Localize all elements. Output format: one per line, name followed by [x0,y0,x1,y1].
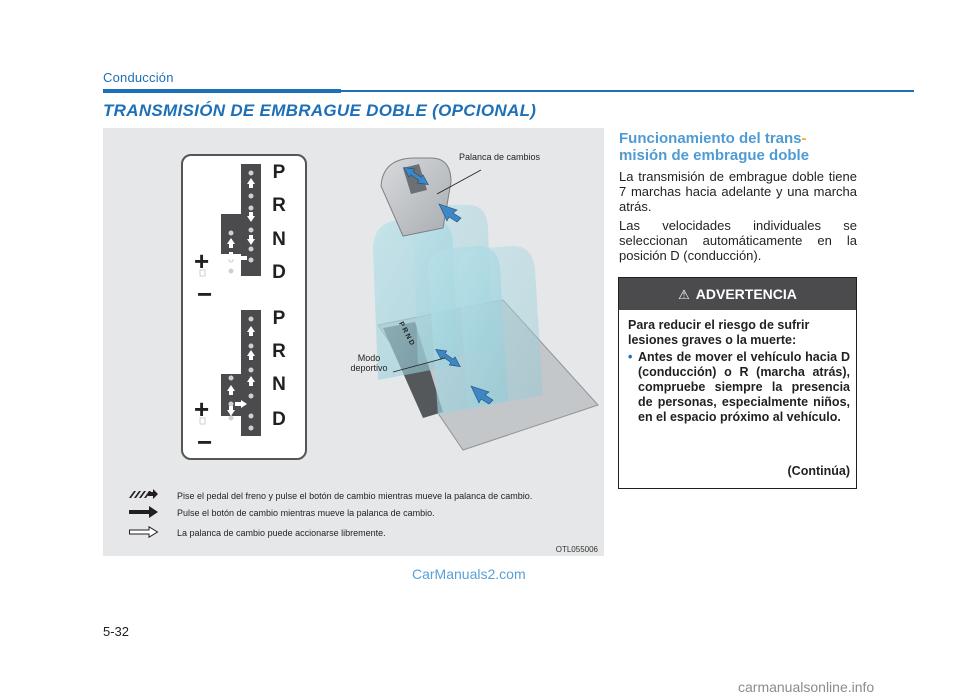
gear-lever-illustration [353,150,603,470]
callout-sport-mode-line2: deportivo [350,363,388,373]
gate-letter-p-bottom: P [272,308,286,329]
gate-letter-d-top: D [272,262,286,283]
watermark-carmanualsonline[interactable]: carmanualsonline.info [738,679,875,695]
subheading-dct-operation [619,130,859,164]
legend-button: Pulse el botón de cambio mientras mueve la palanca de cambio. [177,508,435,518]
warning-body [628,318,850,425]
legend-icon-brake-and-button [129,489,159,499]
legend-icon-free [129,526,159,538]
warning-triangle-icon: ⚠ [678,287,690,302]
header-rule-thick [103,89,341,93]
gate-letter-p-top: P [272,162,286,183]
warning-box [618,277,857,489]
transmission-figure [103,128,604,556]
gate-letter-n-bottom: N [272,374,286,395]
warning-bullet [628,350,850,425]
lever-plate-letter-r: R [400,326,409,335]
gate-letter-r-top: R [272,195,286,216]
warning-continued: (Continúa) [787,464,850,478]
shift-gate-panel [181,154,307,460]
legend-brake-and-button: Pise el pedal del freno y pulse el botón de cambio mientras mueve la palanca de cambio. [177,491,533,501]
lever-plate-letter-d: D [406,338,416,347]
paragraph-auto-select: Las velocidades individuales se seleccionan automáticamente en la posición D (conducción). [619,218,857,263]
gate-letter-n-top: N [272,229,286,250]
watermark-carmanuals2[interactable]: CarManuals2.com [412,566,526,582]
lever-plate-letter-p: P [397,320,406,329]
gate-plus-top: + [194,246,210,276]
warning-bullet-dot: • [628,350,633,364]
section-title: TRANSMISIÓN DE EMBRAGUE DOBLE (OPCIONAL) [103,101,537,120]
warning-title: ADVERTENCIA [695,286,797,302]
page-number: 5-32 [103,624,130,639]
lever-plate-letter-n: N [403,332,413,341]
subheading-part-a: Funcionamiento del trans [619,130,802,147]
callout-gear-lever: Palanca de cambios [459,152,541,162]
gate-letter-d-bottom: D [272,409,286,430]
callout-sport-mode [339,353,399,373]
legend-free: La palanca de cambio puede accionarse libremente. [177,528,386,538]
header-rule-thin [341,90,914,92]
callout-sport-mode-line1: Modo [357,353,381,363]
warning-intro: Para reducir el riesgo de sufrir lesiones graves o la muerte: [628,318,810,347]
subheading-hyphen: - [801,130,807,147]
warning-bullet-text: Antes de mover el vehículo hacia D (conducción) o R (marcha atrás), compruebe siempre la presencia de personas, especialmente niños, en el espacio próximo al vehículo. [638,350,850,424]
gate-minus-top: − [197,279,213,309]
subheading-part-b: misión de embrague doble [619,147,810,164]
gate-minus-bottom: − [197,427,213,457]
paragraph-gears: La transmisión de embrague doble tiene 7 marchas hacia adelante y una marcha atrás. [619,169,857,214]
gate-plus-bottom: + [194,394,210,424]
gate-letter-r-bottom: R [272,341,286,362]
figure-code: OTL055006 [555,545,598,554]
legend-icon-button [129,506,159,518]
warning-header [619,278,856,310]
chapter-title: Conducción [103,70,174,85]
